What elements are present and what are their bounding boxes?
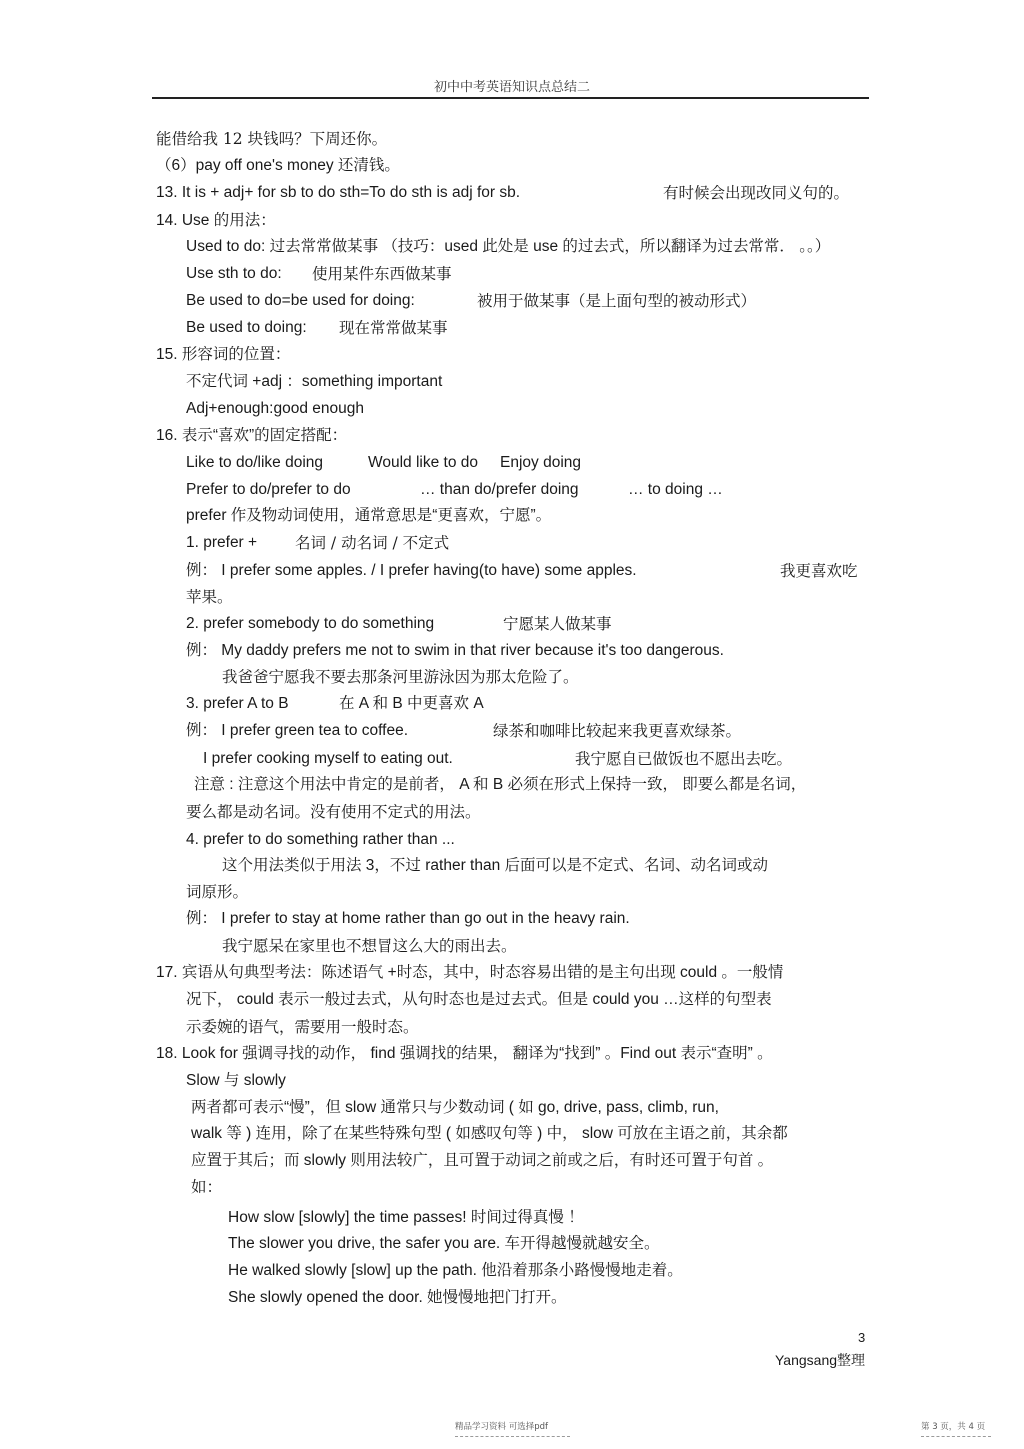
text-line: 我更喜欢吃 [780, 562, 858, 580]
page-number: 3 [858, 1330, 866, 1345]
text-line: 现在常常做某事 [339, 319, 448, 337]
text-line: 1. prefer + [186, 534, 258, 551]
text-line: Enjoy doing [500, 454, 582, 471]
text-line: 例： I prefer to stay at home rather than go out in the heavy rain. [186, 910, 630, 927]
text-line: 在 A 和 B 中更喜欢 A [339, 695, 484, 712]
text-line: 绿茶和咖啡比较起来我更喜欢绿茶。 [493, 722, 742, 740]
text-line: 例： I prefer some apples. / I prefer having(to have) some apples. [186, 562, 637, 579]
text-line: prefer 作及物动词使用，通常意思是“更喜欢，宁愿”。 [186, 507, 552, 524]
text-line: 有时候会出现改同义句的。 [663, 184, 850, 202]
page-header-title: 初中中考英语知识点总结二 [433, 80, 590, 95]
text-line: 4. prefer to do something rather than ... [186, 831, 455, 848]
text-line: Used to do: 过去常常做某事 （技巧：used 此处是 use 的过去式，所以翻译为过去常常． 。。） [186, 238, 831, 255]
text-line: Be used to do=be used for doing: [186, 292, 415, 309]
text-line: … to doing … [628, 481, 723, 498]
text-line: Adj+enough:good enough [186, 400, 364, 417]
text-line: 名词 / 动名词 / 不定式 [295, 534, 450, 552]
text-line: 能借给我 12 块钱吗？下周还你。 [156, 130, 388, 148]
text-line: 我宁愿呆在家里也不想冒这么大的雨出去。 [222, 937, 517, 955]
text-line: She slowly opened the door. 她慢慢地把门打开。 [228, 1289, 567, 1306]
text-line: 17. 宾语从句典型考法：陈述语气 +时态，其中，时态容易出错的是主句出现 could 。一般情 [156, 964, 784, 981]
text-line: Like to do/like doing [186, 454, 324, 471]
text-line: I prefer cooking myself to eating out. [203, 750, 453, 767]
text-line: The slower you drive, the safer you are. 车开得越慢就越安全。 [228, 1235, 660, 1252]
text-line: 如： [191, 1178, 223, 1196]
text-line: Be used to doing: [186, 319, 307, 336]
text-line: 18. Look for 强调寻找的动作， find 强调找的结果， 翻译为“找到” 。Find out 表示“查明” 。 [156, 1045, 773, 1062]
footer-right-dashes [921, 1436, 991, 1437]
text-line: 苹果。 [186, 588, 233, 606]
text-line: Would like to do [368, 454, 478, 471]
section-heading: 15. 形容词的位置： [156, 346, 291, 363]
header-rule [152, 97, 869, 99]
text-line: 例： I prefer green tea to coffee. [186, 722, 409, 739]
text-line: 例： My daddy prefers me not to swim in that river because it's too dangerous. [186, 642, 724, 659]
text-line: Slow 与 slowly [186, 1072, 286, 1089]
text-line: 这个用法类似于用法 3，不过 rather than 后面可以是不定式、名词、动名词或动 [222, 857, 769, 874]
text-line: 我宁愿自已做饭也不愿出去吃。 [575, 750, 793, 768]
section-heading: 16. 表示“喜欢”的固定搭配： [156, 427, 348, 444]
text-line: 3. prefer A to B [186, 695, 289, 712]
signature: Yangsang整理 [775, 1352, 866, 1368]
text-line: 况下， could 表示一般过去式，从句时态也是过去式。但是 could you …这样的句型表 [186, 991, 772, 1008]
text-line: 被用于做某事（是上面句型的被动形式） [477, 292, 757, 310]
text-line: Prefer to do/prefer to do [186, 481, 351, 498]
text-line: 2. prefer somebody to do something [186, 615, 435, 632]
text-line: 不定代词 +adj ：something important [186, 373, 443, 390]
text-line: 要么都是动名词。没有使用不定式的用法。 [186, 803, 481, 821]
text-line: 两者都可表示“慢”，但 slow 通常只与少数动词 ( 如 go, drive, pass, climb, run, [191, 1099, 719, 1116]
text-line: 注意 : 注意这个用法中肯定的是前者， A 和 B 必须在形式上保持一致， 即要么都是名词， [194, 776, 807, 793]
text-line: … than do/prefer doing [420, 481, 579, 498]
text-line: 词原形。 [186, 883, 249, 901]
footer-right-text: 第 3 页，共 4 页 [921, 1422, 986, 1432]
text-line: Use sth to do: [186, 265, 282, 282]
text-line: 我爸爸宁愿我不要去那条河里游泳因为那太危险了。 [222, 668, 579, 686]
text-line: How slow [slowly] the time passes! 时间过得真慢 ！ [228, 1209, 584, 1226]
text-line: （6）pay off one's money 还清钱。 [156, 157, 400, 174]
text-line: walk 等 ) 连用，除了在某些特殊句型 ( 如感叹句等 ) 中， slow 可放在主语之前，其余都 [191, 1125, 788, 1142]
footer-left-dashes [455, 1436, 570, 1437]
text-line: 使用某件东西做某事 [312, 265, 452, 283]
text-line: He walked slowly [slow] up the path. 他沿着那条小路慢慢地走着。 [228, 1262, 683, 1279]
text-line: 应置于其后；而 slowly 则用法较广，且可置于动词之前或之后，有时还可置于句首 。 [191, 1152, 774, 1169]
section-heading: 14. Use 的用法： [156, 212, 276, 229]
text-line: 示委婉的语气，需要用一般时态。 [186, 1018, 419, 1036]
footer-left-text: 精品学习资料 可选择pdf [455, 1422, 548, 1432]
text-line: 13. It is + adj+ for sb to do sth=To do sth is adj for sb. [156, 184, 521, 201]
text-line: 宁愿某人做某事 [503, 615, 612, 633]
